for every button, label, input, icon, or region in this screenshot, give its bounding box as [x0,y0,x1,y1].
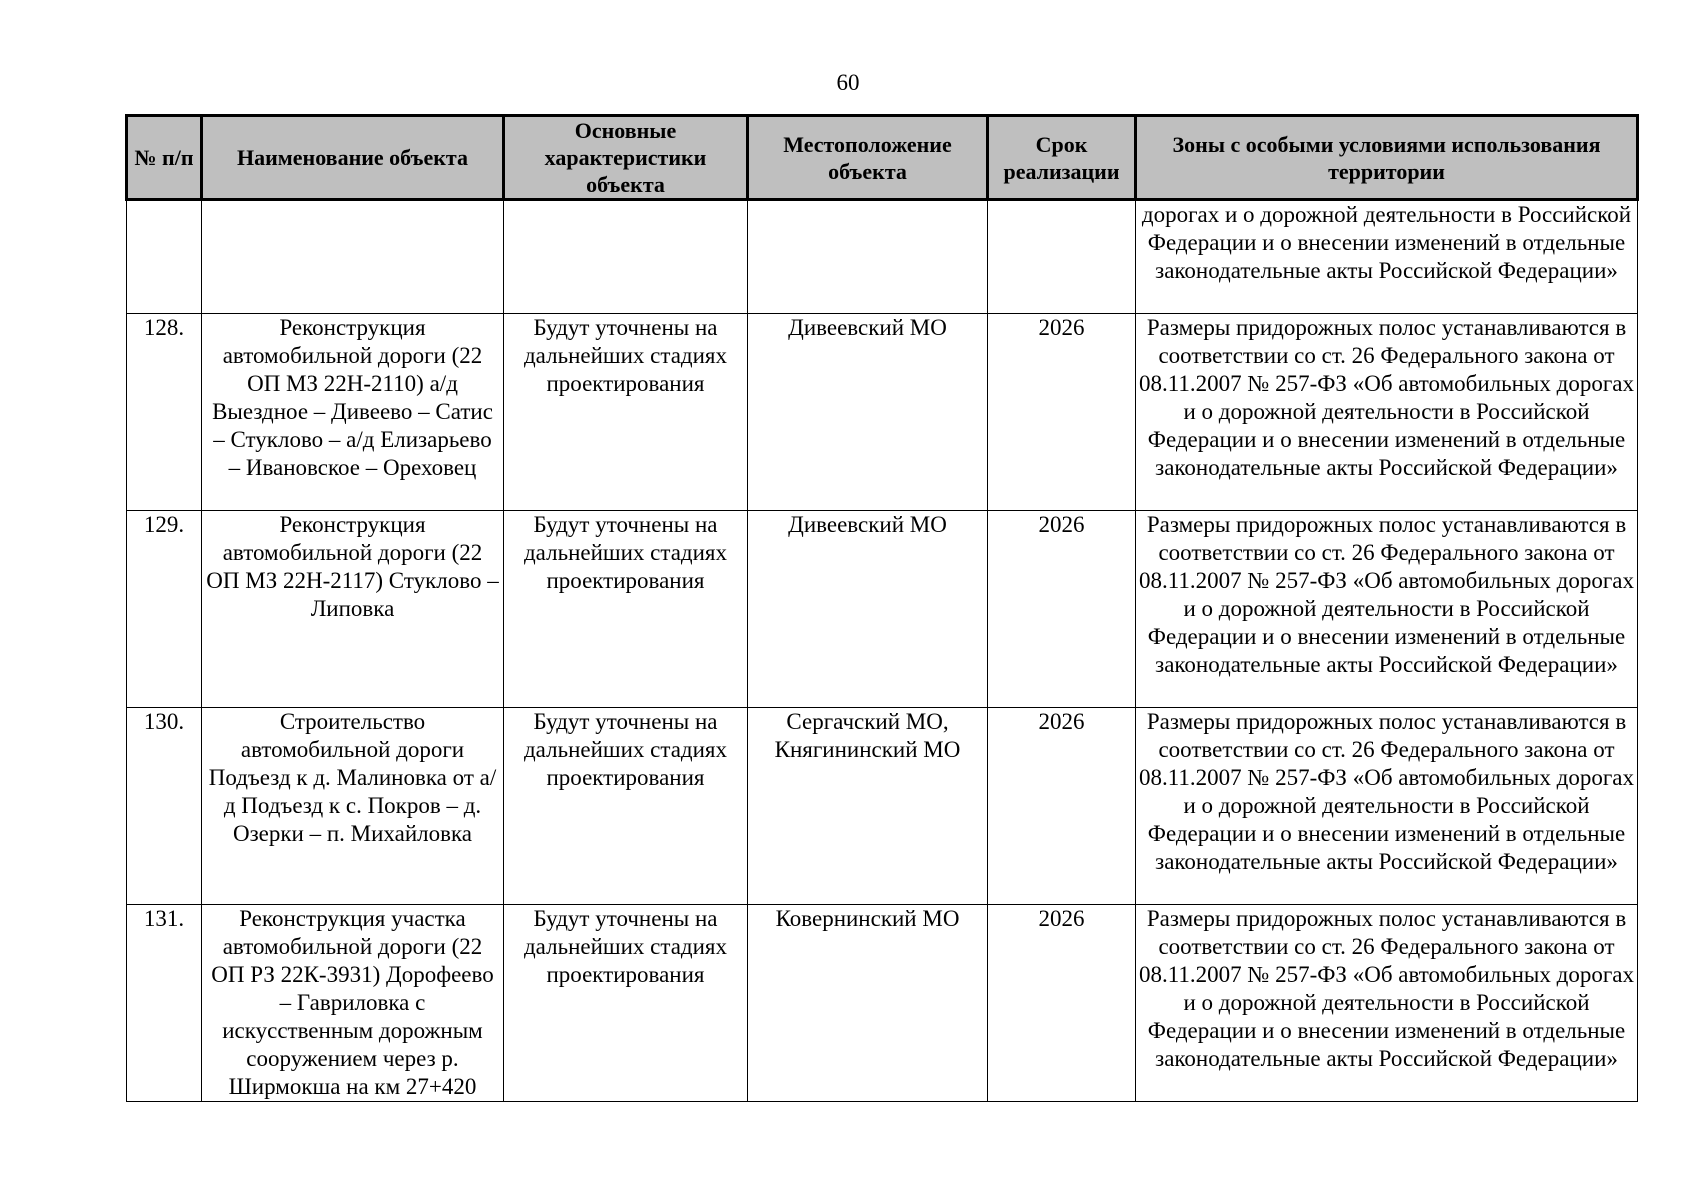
cell-zones: Размеры придорожных полос устанавливаются в соответствии со ст. 26 Федерального закона от 08.11.2007 № 257-ФЗ «Об автомобильных дорогах и о дорожной деятельности в Российской Федерации и о внесении изменений в отдельные законодательные акты Российской Федерации» [1136,511,1638,708]
cell-name: Строительство автомобильной дороги Подъезд к д. Малиновка от а/д Подъезд к с. Покров – д. Озерки – п. Михайловка [202,708,504,905]
cell-characteristics: Будут уточнены на дальнейших стадиях проектирования [504,314,748,511]
cell-location: Дивеевский МО [748,511,988,708]
objects-table [125,114,1639,1102]
cell-characteristics: Будут уточнены на дальнейших стадиях проектирования [504,708,748,905]
table-row [127,708,1638,905]
cell-characteristics: Будут уточнены на дальнейших стадиях проектирования [504,905,748,1102]
table-row [127,905,1638,1102]
header-name: Наименование объекта [202,116,504,200]
cell-location [748,200,988,314]
cell-num: 131. [127,905,202,1102]
header-characteristics: Основные характеристики объекта [504,116,748,200]
cell-characteristics [504,200,748,314]
header-location: Местоположение объекта [748,116,988,200]
cell-num: 128. [127,314,202,511]
cell-num [127,200,202,314]
cell-term: 2026 [988,511,1136,708]
cell-location: Дивеевский МО [748,314,988,511]
table-row [127,314,1638,511]
header-zones: Зоны с особыми условиями использования территории [1136,116,1638,200]
cell-location: Сергачский МО, Княгининский МО [748,708,988,905]
cell-location: Ковернинский МО [748,905,988,1102]
table-header-row [127,116,1638,200]
cell-term [988,200,1136,314]
cell-num: 130. [127,708,202,905]
cell-name: Реконструкция автомобильной дороги (22 ОП МЗ 22Н-2117) Стуклово – Липовка [202,511,504,708]
cell-name: Реконструкция участка автомобильной дороги (22 ОП РЗ 22К-3931) Дорофеево – Гавриловка с искусственным дорожным сооружением через р. Ширмокша на км 27+420 [202,905,504,1102]
header-term: Срок реализации [988,116,1136,200]
cell-zones: Размеры придорожных полос устанавливаются в соответствии со ст. 26 Федерального закона от 08.11.2007 № 257-ФЗ «Об автомобильных дорогах и о дорожной деятельности в Российской Федерации и о внесении изменений в отдельные законодательные акты Российской Федерации» [1136,314,1638,511]
page-number: 60 [836,70,860,95]
cell-zones: Размеры придорожных полос устанавливаются в соответствии со ст. 26 Федерального закона от 08.11.2007 № 257-ФЗ «Об автомобильных дорогах и о дорожной деятельности в Российской Федерации и о внесении изменений в отдельные законодательные акты Российской Федерации» [1136,905,1638,1102]
cell-characteristics: Будут уточнены на дальнейших стадиях проектирования [504,511,748,708]
cell-zones: Размеры придорожных полос устанавливаются в соответствии со ст. 26 Федерального закона от 08.11.2007 № 257-ФЗ «Об автомобильных дорогах и о дорожной деятельности в Российской Федерации и о внесении изменений в отдельные законодательные акты Российской Федерации» [1136,708,1638,905]
table-row [127,511,1638,708]
table-row-continuation [127,200,1638,314]
header-num: № п/п [127,116,202,200]
cell-zones: дорогах и о дорожной деятельности в Российской Федерации и о внесении изменений в отдельные законодательные акты Российской Федерации» [1136,200,1638,314]
cell-name [202,200,504,314]
cell-term: 2026 [988,314,1136,511]
cell-term: 2026 [988,905,1136,1102]
cell-num: 129. [127,511,202,708]
cell-name: Реконструкция автомобильной дороги (22 ОП МЗ 22Н-2110) а/д Выездное – Дивеево – Сатис – Стуклово – а/д Елизарьево – Ивановское – Ореховец [202,314,504,511]
cell-term: 2026 [988,708,1136,905]
